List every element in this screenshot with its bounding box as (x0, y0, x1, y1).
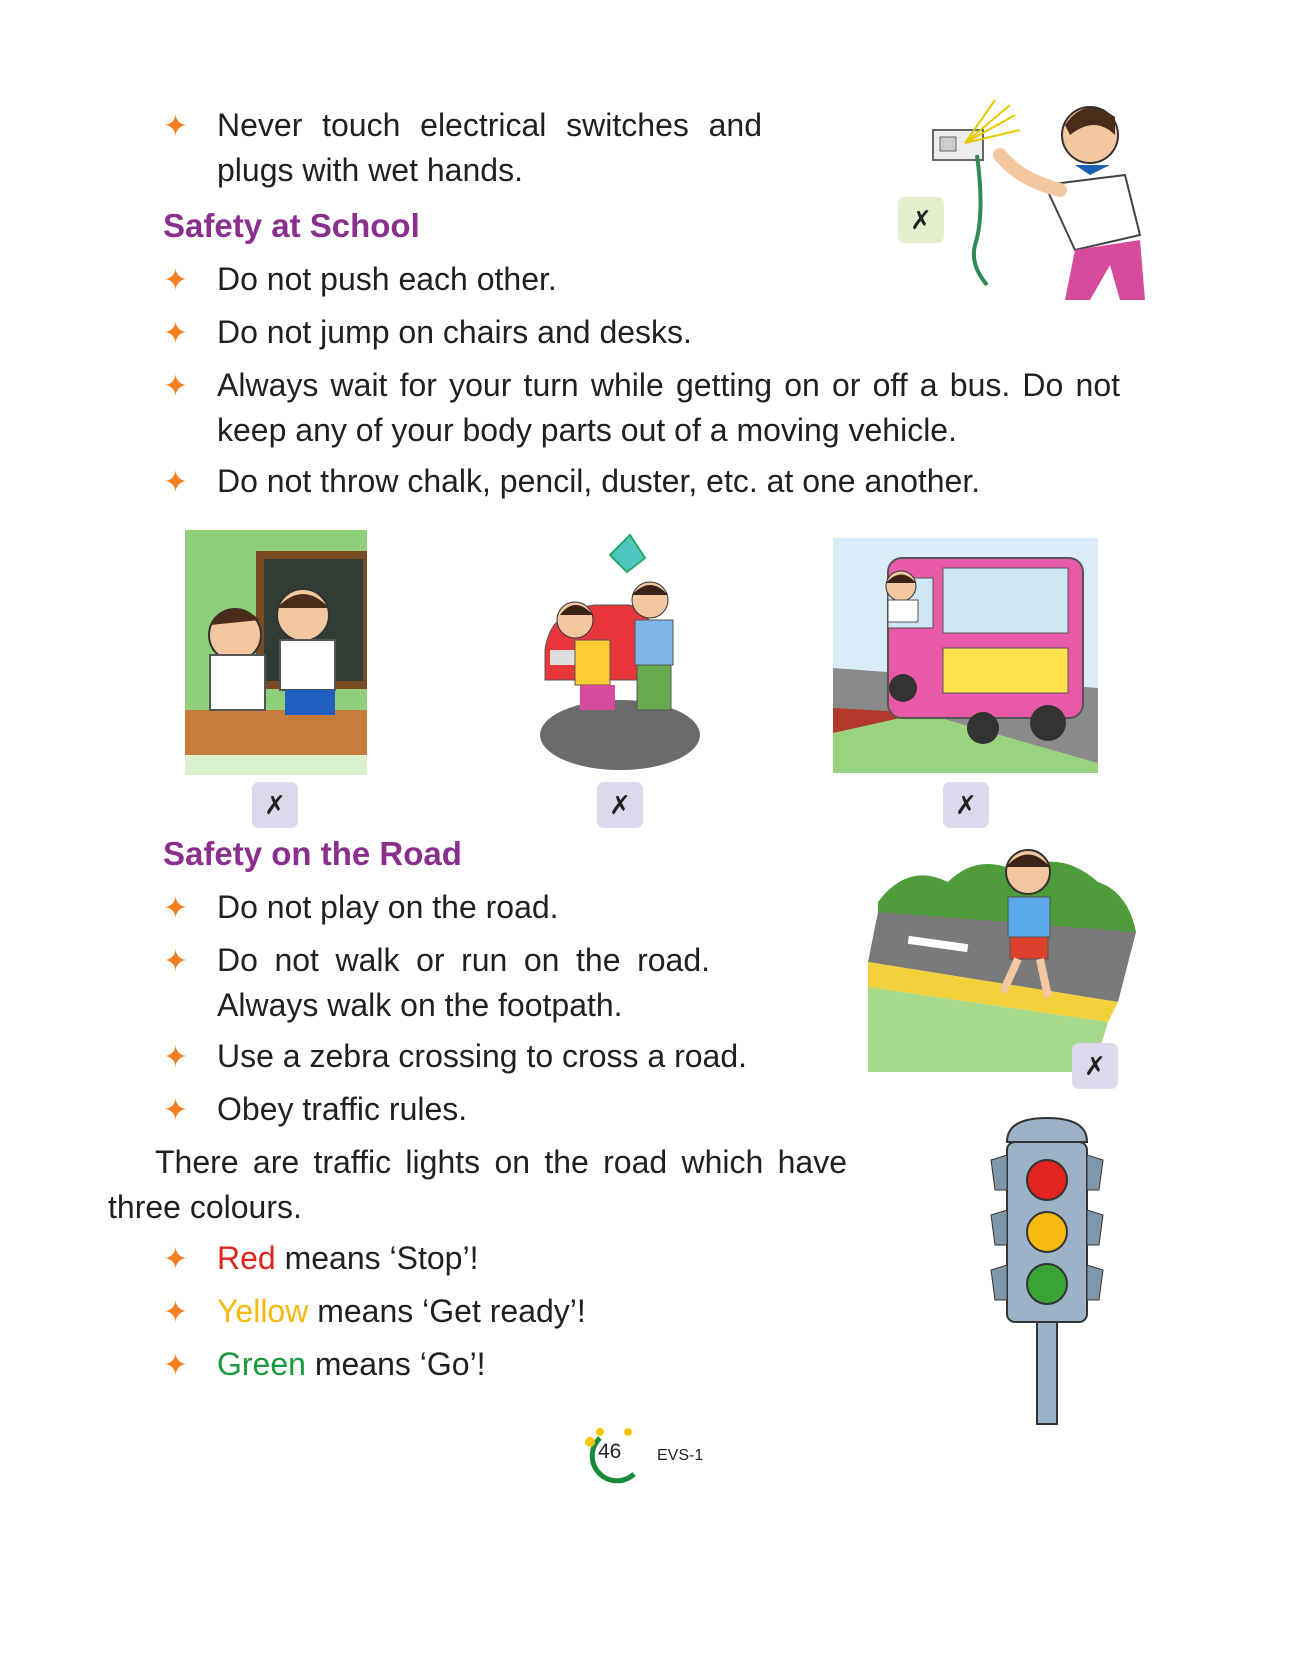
rule-text: Do not push each other. (217, 261, 557, 297)
paragraph-text: three colours. (108, 1189, 302, 1225)
light-rule-green (217, 1341, 486, 1387)
bullet-icon: ✦ (163, 892, 189, 925)
bullet-icon: ✦ (163, 1041, 189, 1074)
rule-text: Do not throw chalk, pencil, duster, etc. at one another. (217, 463, 981, 499)
red-light (1027, 1160, 1067, 1200)
bullet-icon: ✦ (163, 1296, 189, 1329)
bullet-icon: ✦ (163, 370, 189, 403)
rule-text: Do not walk or run on the road. (217, 942, 710, 978)
page-number: 46 (598, 1440, 622, 1463)
wrong-mark-badge: ✗ (1072, 1043, 1118, 1089)
bullet-icon: ✦ (163, 1349, 189, 1382)
rule-text: plugs with wet hands. (217, 152, 523, 188)
bullet-icon: ✦ (163, 1243, 189, 1276)
rule-text: Use a zebra crossing to cross a road. (217, 1038, 748, 1074)
bullet-icon: ✦ (163, 1094, 189, 1127)
rule-text: Always wait for your turn while getting on or off a bus. Do not (217, 367, 1120, 403)
light-rule-yellow (217, 1288, 586, 1334)
color-word-red: Red (217, 1240, 276, 1276)
color-word-yellow: Yellow (217, 1293, 309, 1329)
rule-text: Always walk on the footpath. (217, 987, 623, 1023)
section-heading-road: Safety on the Road (163, 835, 462, 872)
wrong-mark-badge: ✗ (898, 197, 944, 243)
section-heading-school: Safety at School (163, 207, 420, 244)
light-rule-meaning: means ‘Get ready’! (308, 1293, 586, 1329)
green-light (1027, 1264, 1067, 1304)
bullet-icon: ✦ (163, 110, 189, 143)
bullet-icon: ✦ (163, 466, 189, 499)
bullet-icon: ✦ (163, 317, 189, 350)
rule-text: Never touch electrical switches and (217, 107, 762, 143)
paragraph-text: There are traffic lights on the road which have (155, 1144, 847, 1180)
bullet-icon: ✦ (163, 945, 189, 978)
light-rule-meaning: means ‘Go’! (305, 1346, 486, 1382)
bullet-icon: ✦ (163, 264, 189, 297)
boy-touching-switch-illustration (925, 95, 1150, 305)
rule-text: Do not jump on chairs and desks. (217, 314, 692, 350)
wrong-mark-badge: ✗ (252, 782, 298, 828)
light-rule-meaning: means ‘Stop’! (275, 1240, 479, 1276)
children-near-car-illustration (535, 530, 700, 770)
boys-fighting-illustration (185, 530, 367, 775)
rule-text: keep any of your body parts out of a moving vehicle. (217, 412, 957, 448)
boy-out-of-bus-illustration (833, 538, 1098, 773)
light-rule-red (217, 1235, 478, 1281)
boy-running-on-road-illustration (868, 842, 1140, 1072)
yellow-light (1027, 1212, 1067, 1252)
color-word-green: Green (217, 1346, 306, 1382)
rule-text: Obey traffic rules. (217, 1091, 468, 1127)
wrong-mark-badge: ✗ (597, 782, 643, 828)
traffic-light-illustration (985, 1110, 1110, 1428)
rule-text: Do not play on the road. (217, 889, 559, 925)
wrong-mark-badge: ✗ (943, 782, 989, 828)
book-label: EVS-1 (657, 1447, 704, 1464)
